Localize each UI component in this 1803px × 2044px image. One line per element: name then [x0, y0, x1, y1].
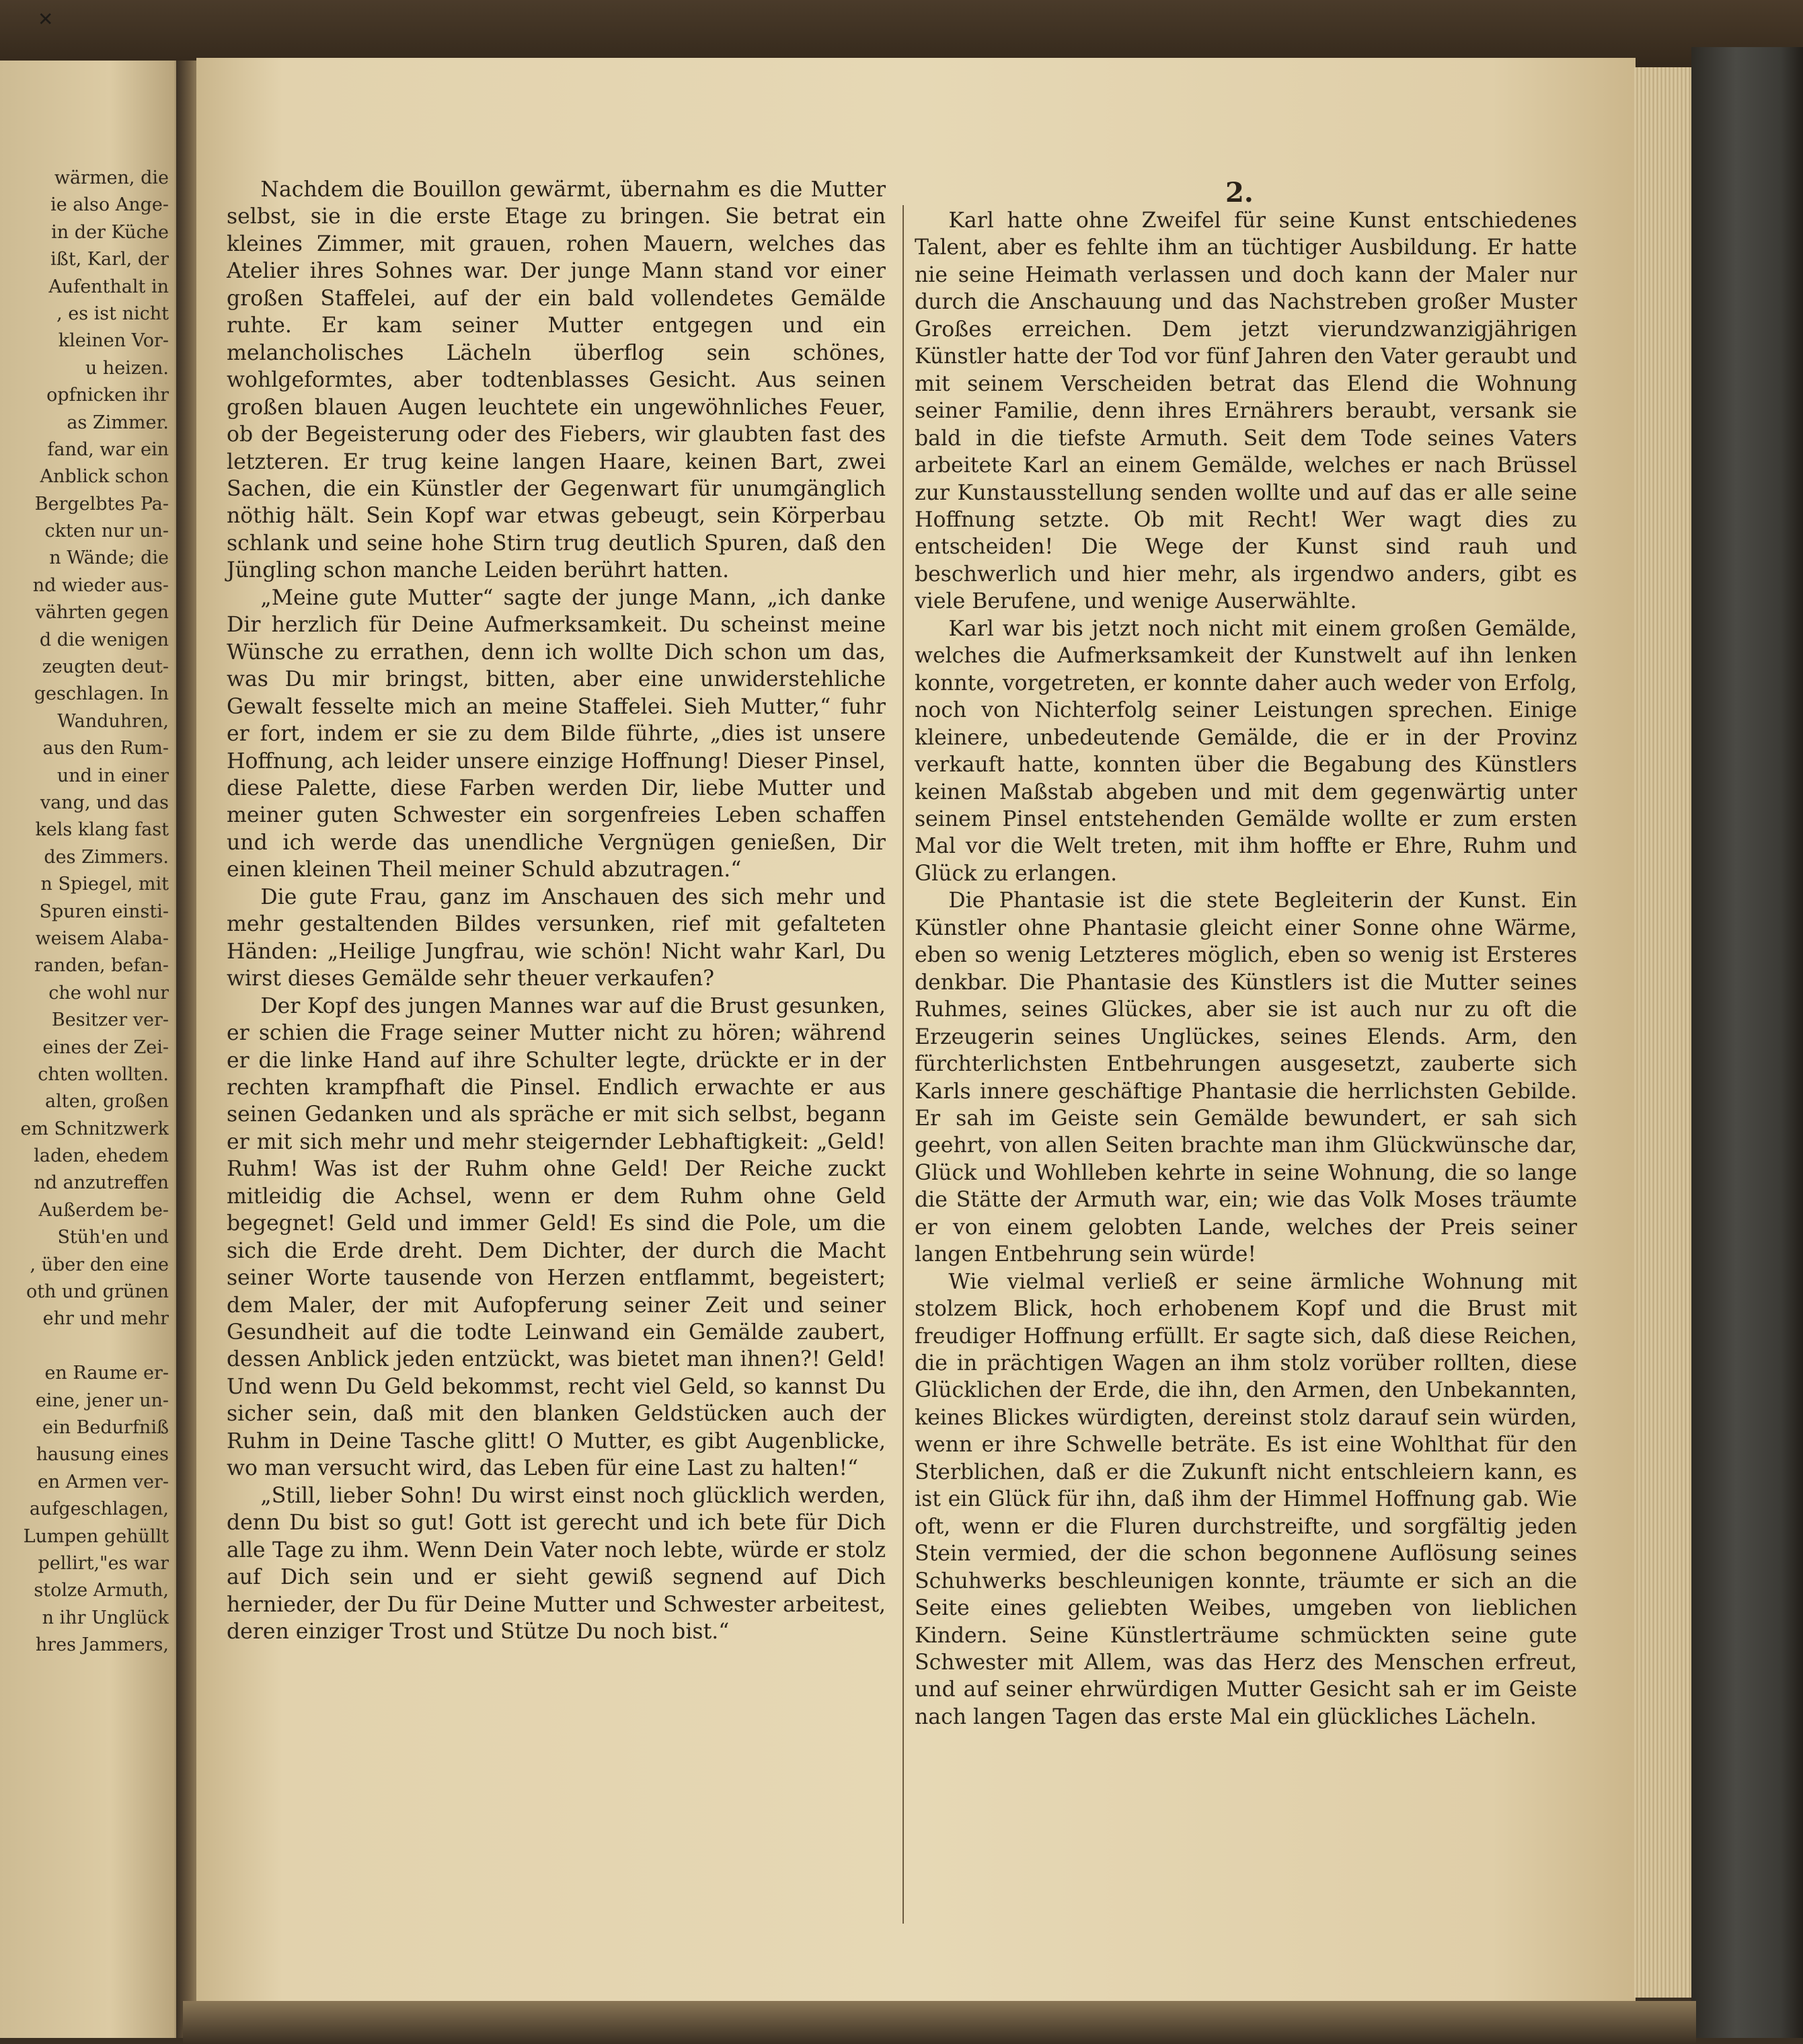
left-page-fragment: kleinen Vor-: [58, 330, 169, 352]
left-page-fragment: en Raume er-: [44, 1363, 169, 1384]
corner-mark: ✕: [38, 8, 54, 30]
left-page-fragment: vang, und das: [40, 792, 169, 813]
left-page-fragment: ein Bedurfniß: [42, 1416, 169, 1438]
left-page-fragment: en Armen ver-: [37, 1471, 169, 1492]
left-page-fragment: Spuren einsti-: [39, 901, 169, 922]
bottom-shadow: [183, 2001, 1696, 2044]
left-page-fragment: as Zimmer.: [67, 412, 169, 433]
left-page-fragment: Lumpen gehüllt: [23, 1525, 169, 1547]
left-page-fragment: des Zimmers.: [44, 846, 169, 868]
left-page-fragment: Außerdem be-: [38, 1199, 169, 1221]
book-cover: [1691, 47, 1803, 2038]
left-page-fragment: geschlagen. In: [34, 683, 169, 705]
left-page-fragment: Anblick schon: [40, 466, 169, 488]
left-page-fragment: oth und grünen: [26, 1281, 169, 1303]
left-page-fragment: hausung eines: [36, 1444, 169, 1466]
page-edges: [1634, 67, 1695, 1998]
left-page-fragment: alten, großen: [45, 1091, 169, 1112]
left-page-fragment: randen, befan-: [34, 955, 169, 977]
left-page-fragment: fand, war ein: [47, 439, 169, 460]
left-page-fragment: chten wollten.: [38, 1063, 169, 1085]
left-page-text-fragments: [4, 165, 169, 1659]
left-page-fragment: u heizen.: [85, 357, 169, 379]
left-page-fragment: weisem Alaba-: [35, 928, 169, 949]
left-page-fragment: ehr und mehr: [42, 1308, 169, 1330]
right-text-column: [915, 207, 1577, 1731]
left-page-fragment: nd anzutreffen: [34, 1172, 169, 1194]
left-page-fragment: zeugten deut-: [42, 656, 169, 678]
left-page-fragment: ckten nur un-: [44, 521, 169, 542]
left-text-column: [227, 176, 886, 1645]
column-divider: [903, 205, 904, 1924]
left-page-fragment: Stüh'en und: [57, 1227, 169, 1248]
paragraph: Die gute Frau, ganz im Anschauen des sich mehr und mehr gestaltenden Bildes versunken, rief mit gefalteten Händen: „Heilige Jungfrau, wie schön! Nicht wahr Karl, Du wirst dieses Gemälde sehr theuer verkaufen?: [227, 884, 886, 991]
left-page-fragment: n ihr Unglück: [42, 1607, 169, 1628]
left-page-fragment: em Schnitzwerk: [20, 1118, 169, 1139]
left-page-fragment: [4, 1333, 169, 1360]
paragraph: Die Phantasie ist die stete Begleiterin der Kunst. Ein Künstler ohne Phantasie gleicht einer Sonne ohne Wärme, eben so wenig Letzteres möglich, eben so wenig ist Ersteres denkbar. Die Phantasie des Künstlers ist die Mutter seines Ruhmes, seines Glückes, aber sie ist auch nur zu oft die Erzeugerin seines Unglückes, seines Elends. Arm, den fürchterlichsten Entbehrungen ausgesetzt, zauberte sich Karls innere geschäftige Phantasie die herrlichsten Gebilde. Er sah im Geiste sein Gemälde bewundert, er sah sich geehrt, von allen Seiten brachte man ihm Glückwünsche dar, Glück und Wohlleben kehrte in seine Wohnung, die so lange die Stätte der Armuth war, ein; wie das Volk Moses träumte er von einem gelobten Lande, welches der Preis seiner langen Entbehrung sein würde!: [915, 888, 1577, 1267]
left-page-fragment: ie also Ange-: [50, 194, 169, 216]
left-page-fragment: Besitzer ver-: [51, 1010, 169, 1031]
left-page-fragment: hres Jammers,: [35, 1634, 169, 1656]
left-page-fragment: pellirt,"es war: [38, 1552, 169, 1574]
left-page-fragment: aus den Rum-: [42, 738, 169, 759]
left-page-fragment: laden, ehedem: [34, 1145, 169, 1167]
paragraph: „Still, lieber Sohn! Du wirst einst noch glücklich werden, denn Du bist so gut! Gott ist gerecht und ich bete für Dich alle Tage zu ihm. Wenn Dein Vater noch lebte, würde er stolz auf Dich sein und er sieht gewiß segnend auf Dich hernieder, der Du für Deine Mutter und Schwester arbeitest, deren einziger Trost und Stütze Du noch bist.“: [227, 1483, 886, 1644]
left-page-fragment: kels klang fast: [35, 819, 169, 841]
left-page-fragment: nd wieder aus-: [32, 574, 169, 596]
paragraph: „Meine gute Mutter“ sagte der junge Mann, „ich danke Dir herzlich für Deine Aufmerksamkeit. Du scheinst meine Wünsche zu errathen, denn ich wollte Dich schon um das, was Du mir bringst, bitten, aber eine unwiderstehliche Gewalt fesselte mich an meine Staffelei. Sieh Mutter,“ fuhr er fort, indem er sie zu dem Bilde führte, „dies ist unsere Hoffnung, ach leider unsere einzige Hoffnung! Dieser Pinsel, diese Palette, diese Farben werden Dir, liebe Mutter und meiner guten Schwester ein sorgenfreies Leben schaffen und ich werde das unendliche Vergnügen genießen, Dir einen kleinen Theil meiner Schuld abzutragen.“: [227, 585, 886, 882]
paragraph: Karl war bis jetzt noch nicht mit einem großen Gemälde, welches die Aufmerksamkeit der Kunstwelt auf ihn lenken konnte, vorgetreten, er konnte daher auch weder von Erfolg, noch von Nichterfolg seiner Leistungen sprechen. Einige kleinere, unbedeutende Gemälde, die er in der Provinz verkauft hatte, konnten über die Begabung des Künstlers keinen Maßstab abgeben und mit dem gegenwärtig unter seinem Pinsel entstehenden Gemälde wollte er zum ersten Mal vor die Welt treten, mit ihm hoffte er Ehre, Ruhm und Glück zu erlangen.: [915, 616, 1577, 886]
left-page-fragment: , über den eine: [30, 1254, 169, 1275]
left-page-fragment: ißt, Karl, der: [50, 249, 169, 270]
left-page-fragment: Aufenthalt in: [48, 276, 169, 297]
paragraph: Karl hatte ohne Zweifel für seine Kunst entschiedenes Talent, aber es fehlte ihm an tüchtiger Ausbildung. Er hatte nie seine Heimath verlassen und doch kann der Maler nur durch die Anschauung und das Nachstreben großer Muster Großes erreichen. Dem jetzt vierundzwanzigjährigen Künstler hatte der Tod vor fünf Jahren den Vater geraubt und mit seinem Verscheiden betrat das Elend die Wohnung seiner Familie, denn ihres Ernährers beraubt, versank sie bald in die tiefste Armuth. Seit dem Tode seines Vaters arbeitete Karl an einem Gemälde, welches er nach Brüssel zur Kunstausstellung senden wollte und auf das er alle seine Hoffnung setzte. Ob mit Recht! Wer wagt dies zu entscheiden! Die Wege der Kunst sind rauh und beschwerlich und hier mehr, als irgendwo anders, gibt es viele Berufene, und wenige Auserwählte.: [915, 209, 1577, 614]
paragraph: Wie vielmal verließ er seine ärmliche Wohnung mit stolzem Blick, hoch erhobenem Kopf und die Brust mit freudiger Hoffnung erfüllt. Er sagte sich, daß diese Reichen, die in prächtigen Wagen an ihm stolz vorüber rollten, diese Glücklichen der Erde, die ihn, den Armen, den Unbekannten, keines Blickes würdigten, dereinst stolz darauf sein würden, wenn er ihre Schwelle beträte. Es ist eine Wohlthat für den Sterblichen, daß er die Zukunft nicht entschleiern kann, es ist ein Glück für ihn, daß ihm der Himmel Hoffnung gab. Wie oft, wenn er die Fluren durchstreifte, und sorgfältig jeden Stein vermied, der die schon begonnene Auflösung seines Schuhwerks beschleunigen konnte, träumte er sich an die Seite eines geliebten Weibes, umgeben von lieblichen Kindern. Seine Künstlerträume schmückten seine gute Schwester mit Allem, was das Herz des Menschen erfreut, und auf seiner ehrwürdigen Mutter Gesicht sah er im Geiste nach langen Tagen das erste Mal ein glückliches Lächeln.: [915, 1269, 1577, 1729]
left-page-fragment: n Wände; die: [49, 547, 169, 569]
left-page-fragment: wärmen, die: [54, 167, 169, 188]
left-page-fragment: Bergelbtes Pa-: [34, 493, 169, 515]
left-page-fragment: vährten gegen: [35, 602, 169, 623]
paragraph: Nachdem die Bouillon gewärmt, übernahm es die Mutter selbst, sie in die erste Etage zu bringen. Sie betrat ein kleines Zimmer, mit grauen, rohen Mauern, welches das Atelier ihres Sohnes war. Der junge Mann stand vor einer großen Staffelei, auf der ein bald vollendetes Gemälde ruhte. Er kam seiner Mutter entgegen und ein melancholisches Lächeln überflog sein schönes, wohlgeformtes, aber todtenblasses Gesicht. Aus seinen großen blauen Augen leuchtete ein ungewöhnliches Feuer, ob der Begeisterung oder des Fiebers, wir glaubten fast des letzteren. Er trug keine langen Haare, keinen Bart, zwei Sachen, die ein Künstler der Gegenwart für unumgänglich nöthig hält. Sein Kopf war etwas gebeugt, sein Körperbau schlank und seine hohe Stirn trug deutlich Spuren, daß den Jüngling schon manche Leiden berührt hatten.: [227, 178, 886, 583]
left-page-fragment: eines der Zei-: [42, 1036, 169, 1058]
left-page-fragment: aufgeschlagen,: [29, 1499, 169, 1520]
left-page-fragment: n Spiegel, mit: [40, 874, 169, 895]
left-page-fragment: und in einer: [56, 765, 169, 786]
left-page-fragment: in der Küche: [51, 221, 169, 243]
left-page: [0, 61, 183, 2038]
left-page-fragment: opfnicken ihr: [46, 385, 169, 406]
left-page-fragment: eine, jener un-: [35, 1390, 169, 1411]
left-page-fragment: , es ist nicht: [56, 303, 169, 324]
left-page-fragment: Wanduhren,: [57, 710, 169, 732]
page-number: 2.: [1225, 177, 1254, 209]
left-page-fragment: che wohl nur: [48, 982, 169, 1004]
left-page-fragment: stolze Armuth,: [34, 1580, 169, 1601]
left-page-fragment: d die wenigen: [39, 629, 169, 650]
paragraph: Der Kopf des jungen Mannes war auf die Brust gesunken, er schien die Frage seiner Mutter nicht zu hören; während er die linke Hand auf ihre Schulter legte, drückte er in der rechten krampfhaft die Pinsel. Endlich erwachte er aus seinen Gedanken und als spräche er mit sich selbst, begann er mit sich mehr und mehr steigernder Lebhaftigkeit: „Geld! Ruhm! Was ist der Ruhm ohne Geld! Der Reiche zuckt mitleidig die Achsel, wenn er dem Ruhm ohne Geld begegnet! Geld und immer Geld! Es sind die Pole, um die sich die Erde dreht. Dem Dichter, der durch die Macht seiner Worte tausende von Herzen entflammt, begeistert; dem Maler, der mit Aufopferung seiner Zeit und seiner Gesundheit auf die todte Leinwand ein Gemälde zaubert, dessen Anblick jeden entzückt, was bietet man ihnen?! Geld! Und wenn Du Geld bekommst, recht viel Geld, so kannst Du sicher sein, daß mit den blanken Geldstücken auch der Ruhm in Deine Tasche glitt! O Mutter, es gibt Augenblicke, wo man versucht wird, das Leben für eine Last zu halten!“: [227, 993, 886, 1481]
